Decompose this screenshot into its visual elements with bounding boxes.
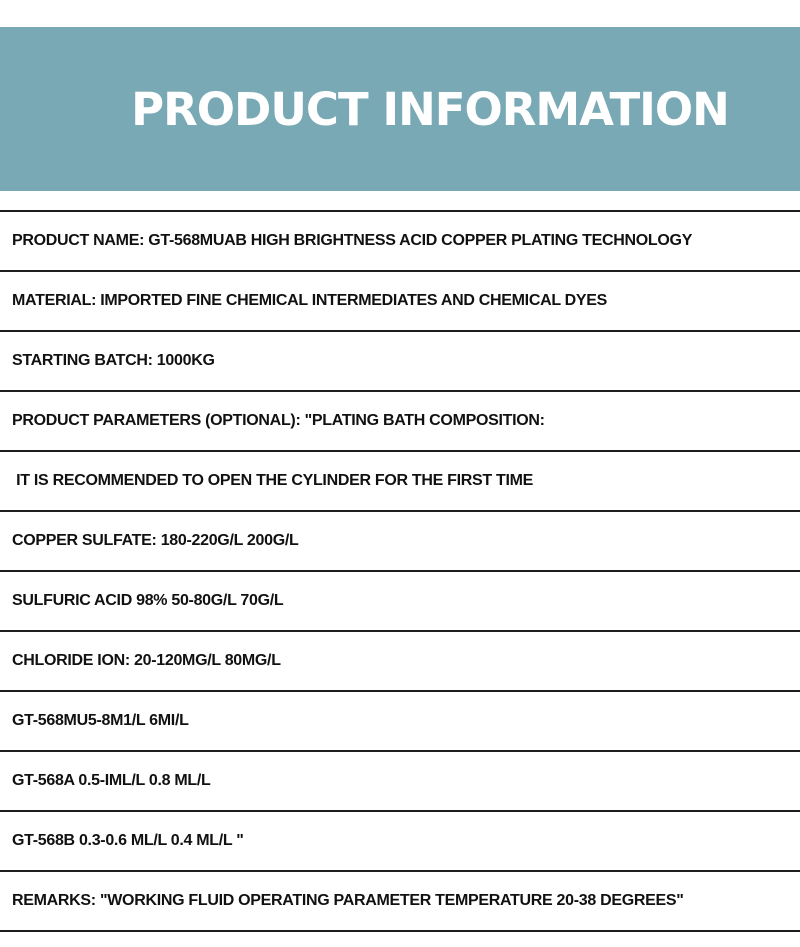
info-text: REMARKS: "WORKING FLUID OPERATING PARAMETER TEMPERATURE 20-38 DEGREES" bbox=[12, 892, 684, 909]
info-row-gt-568mu bbox=[0, 690, 800, 750]
info-text: GT-568MU5-8M1/L 6MI/L bbox=[12, 712, 189, 729]
info-text: SULFURIC ACID 98% 50-80G/L 70G/L bbox=[12, 592, 284, 609]
info-text: COPPER SULFATE: 180-220G/L 200G/L bbox=[12, 532, 299, 549]
header-banner bbox=[0, 27, 800, 191]
info-text: PRODUCT PARAMETERS (OPTIONAL): "PLATING BATH COMPOSITION: bbox=[12, 412, 545, 429]
info-row-recommendation bbox=[0, 450, 800, 510]
info-row-product-parameters bbox=[0, 390, 800, 450]
info-text: IT IS RECOMMENDED TO OPEN THE CYLINDER FOR THE FIRST TIME bbox=[12, 472, 533, 489]
info-text: PRODUCT NAME: GT-568MUAB HIGH BRIGHTNESS ACID COPPER PLATING TECHNOLOGY bbox=[12, 232, 693, 249]
info-text: STARTING BATCH: 1000KG bbox=[12, 352, 215, 369]
info-row-gt-568a bbox=[0, 750, 800, 810]
info-row-remarks bbox=[0, 870, 800, 932]
product-info-table bbox=[0, 210, 800, 932]
info-text: MATERIAL: IMPORTED FINE CHEMICAL INTERMEDIATES AND CHEMICAL DYES bbox=[12, 292, 608, 309]
info-row-chloride-ion bbox=[0, 630, 800, 690]
info-row-copper-sulfate bbox=[0, 510, 800, 570]
info-text: GT-568B 0.3-0.6 ML/L 0.4 ML/L " bbox=[12, 832, 244, 849]
info-text: CHLORIDE ION: 20-120MG/L 80MG/L bbox=[12, 652, 281, 669]
info-row-gt-568b bbox=[0, 810, 800, 870]
info-row-starting-batch bbox=[0, 330, 800, 390]
info-row-product-name bbox=[0, 210, 800, 270]
info-row-material bbox=[0, 270, 800, 330]
page-title: PRODUCT INFORMATION bbox=[131, 82, 729, 136]
info-row-sulfuric-acid bbox=[0, 570, 800, 630]
info-text: GT-568A 0.5-IML/L 0.8 ML/L bbox=[12, 772, 211, 789]
